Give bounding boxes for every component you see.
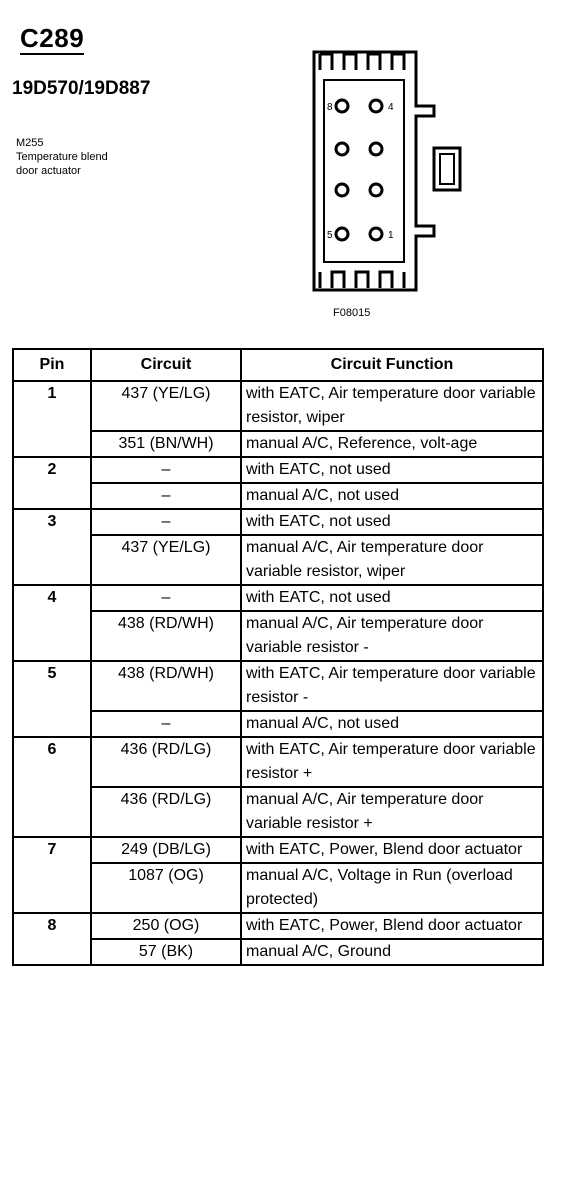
connector-bottom-tabs	[320, 272, 404, 288]
table-row	[13, 661, 543, 711]
circuit-cell: 438 (RD/WH)	[91, 661, 241, 711]
header-circuit: Circuit	[91, 349, 241, 381]
pin-number-cell: 7	[13, 837, 91, 913]
pin-hole	[370, 228, 382, 240]
table-row	[13, 737, 543, 787]
circuit-function-cell: with EATC, Power, Blend door actuator	[241, 913, 543, 939]
pin-label-5: 5	[327, 230, 333, 241]
component-name-line1: Temperature blend	[16, 151, 108, 163]
circuit-cell: 57 (BK)	[91, 939, 241, 965]
circuit-function-cell: manual A/C, Air temperature door variable resistor -	[241, 611, 543, 661]
table-row	[13, 535, 543, 585]
pin-number-cell: 3	[13, 509, 91, 585]
circuit-cell: –	[91, 457, 241, 483]
pin-number-cell: 2	[13, 457, 91, 509]
circuit-cell: 437 (YE/LG)	[91, 535, 241, 585]
pin-label-4: 4	[388, 102, 394, 113]
table-row	[13, 939, 543, 965]
circuit-cell: 436 (RD/LG)	[91, 737, 241, 787]
circuit-function-cell: with EATC, not used	[241, 457, 543, 483]
table-header-row	[13, 349, 543, 381]
header-pin: Pin	[13, 349, 91, 381]
connector-top-tabs	[320, 54, 404, 70]
circuit-function-cell: with EATC, Air temperature door variable resistor, wiper	[241, 381, 543, 431]
pin-hole	[370, 184, 382, 196]
pin-label-8: 8	[327, 102, 333, 113]
pin-number-cell: 4	[13, 585, 91, 661]
circuit-function-cell: manual A/C, Ground	[241, 939, 543, 965]
pin-hole	[370, 100, 382, 112]
circuit-function-cell: manual A/C, Air temperature door variable resistor, wiper	[241, 535, 543, 585]
pin-number-cell: 1	[13, 381, 91, 457]
circuit-function-cell: manual A/C, not used	[241, 711, 543, 737]
table-row	[13, 863, 543, 913]
circuit-cell: –	[91, 711, 241, 737]
circuit-function-cell: with EATC, not used	[241, 585, 543, 611]
circuit-cell: 436 (RD/LG)	[91, 787, 241, 837]
pin-hole	[336, 228, 348, 240]
circuit-function-cell: with EATC, Air temperature door variable resistor +	[241, 737, 543, 787]
pinout-table-body	[13, 381, 543, 965]
pin-label-1: 1	[388, 230, 394, 241]
circuit-cell: –	[91, 483, 241, 509]
figure-label: F08015	[333, 307, 371, 319]
circuit-function-cell: manual A/C, Voltage in Run (overload protected)	[241, 863, 543, 913]
circuit-cell: –	[91, 585, 241, 611]
table-row	[13, 837, 543, 863]
header-circuit-function: Circuit Function	[241, 349, 543, 381]
circuit-cell: 249 (DB/LG)	[91, 837, 241, 863]
table-row	[13, 483, 543, 509]
table-row	[13, 711, 543, 737]
circuit-cell: 351 (BN/WH)	[91, 431, 241, 457]
connector-face-diagram	[300, 40, 480, 302]
pin-hole	[336, 100, 348, 112]
table-row	[13, 431, 543, 457]
circuit-function-cell: with EATC, Power, Blend door actuator	[241, 837, 543, 863]
pin-number-cell: 6	[13, 737, 91, 837]
circuit-function-cell: manual A/C, Reference, volt-age	[241, 431, 543, 457]
table-row	[13, 787, 543, 837]
circuit-cell: 437 (YE/LG)	[91, 381, 241, 431]
pin-hole	[336, 143, 348, 155]
circuit-function-cell: manual A/C, not used	[241, 483, 543, 509]
component-description	[16, 136, 166, 178]
connector-id-title: C289	[20, 23, 85, 53]
table-row	[13, 509, 543, 535]
part-numbers: 19D570/19D887	[12, 78, 151, 99]
circuit-cell: 250 (OG)	[91, 913, 241, 939]
pin-hole	[370, 143, 382, 155]
pin-number-cell: 5	[13, 661, 91, 737]
table-row	[13, 585, 543, 611]
pinout-table	[12, 348, 544, 966]
circuit-cell: 438 (RD/WH)	[91, 611, 241, 661]
pin-number-cell: 8	[13, 913, 91, 965]
pin-hole	[336, 184, 348, 196]
circuit-function-cell: with EATC, not used	[241, 509, 543, 535]
component-code: M255	[16, 137, 44, 149]
connector-body-outline	[314, 52, 434, 290]
table-row	[13, 611, 543, 661]
circuit-cell: 1087 (OG)	[91, 863, 241, 913]
table-row	[13, 457, 543, 483]
circuit-cell: –	[91, 509, 241, 535]
component-name-line2: door actuator	[16, 165, 81, 177]
circuit-function-cell: manual A/C, Air temperature door variable resistor +	[241, 787, 543, 837]
circuit-function-cell: with EATC, Air temperature door variable resistor -	[241, 661, 543, 711]
table-row	[13, 381, 543, 431]
table-row	[13, 913, 543, 939]
